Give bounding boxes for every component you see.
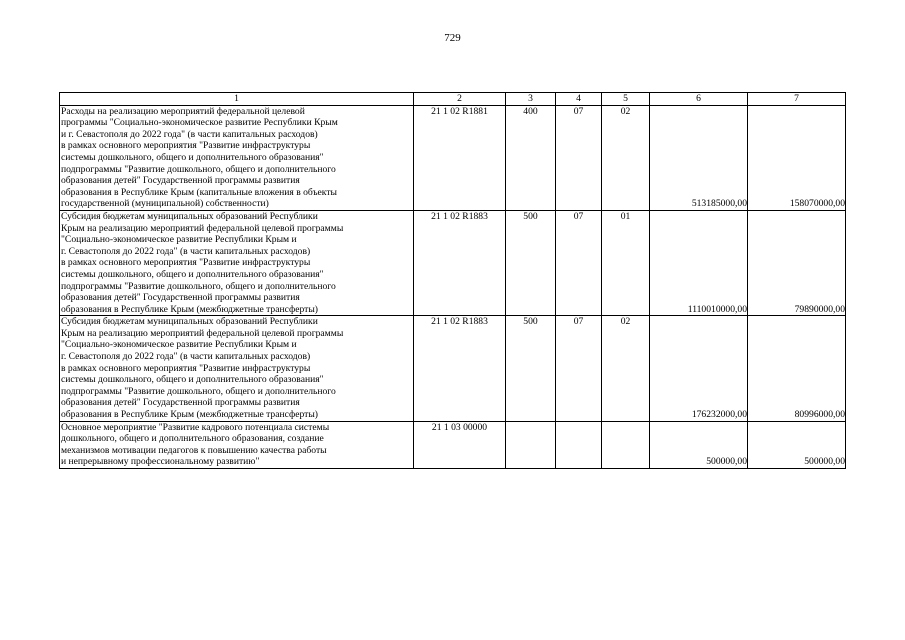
row-amount-1: 1110010000,00	[650, 210, 748, 315]
column-header: 7	[748, 93, 846, 106]
table-row	[60, 105, 846, 210]
row-section: 07	[556, 210, 602, 315]
row-section: 07	[556, 316, 602, 421]
row-description: Субсидия бюджетам муниципальных образований Республики Крым на реализацию мероприятий федеральной целевой программы "Социально-экономическое развитие Республики Крым и г. Севастополя до 2022 года" (в части капитальных расходов) в рамках основного мероприятия "Развитие инфраструктуры системы дошкольного, общего и дополнительного образования" подпрограммы "Развитие дошкольного, общего и дополнительного образования детей" Государственной программы развития образования в Республике Крым (межбюджетные трансферты)	[60, 316, 414, 421]
row-amount-1: 176232000,00	[650, 316, 748, 421]
table-header-row	[60, 93, 846, 106]
row-subsection: 02	[602, 316, 650, 421]
row-subsection: 01	[602, 210, 650, 315]
column-header: 5	[602, 93, 650, 106]
row-expense-type	[506, 421, 556, 468]
row-description: Субсидия бюджетам муниципальных образований Республики Крым на реализацию мероприятий федеральной целевой программы "Социально-экономическое развитие Республики Крым и г. Севастополя до 2022 года" (в части капитальных расходов) в рамках основного мероприятия "Развитие инфраструктуры системы дошкольного, общего и дополнительного образования" подпрограммы "Развитие дошкольного, общего и дополнительного образования детей" Государственной программы развития образования в Республике Крым (межбюджетные трансферты)	[60, 210, 414, 315]
row-code: 21 1 03 00000	[414, 421, 506, 468]
row-description: Основное мероприятие "Развитие кадрового потенциала системы дошкольного, общего и дополнительного образования, создание механизмов мотивации педагогов к повышению качества работы и непрерывному профессиональному развитию"	[60, 421, 414, 468]
row-amount-2: 80996000,00	[748, 316, 846, 421]
column-header: 2	[414, 93, 506, 106]
column-header: 6	[650, 93, 748, 106]
budget-table	[59, 92, 846, 469]
row-amount-1: 513185000,00	[650, 105, 748, 210]
row-amount-2: 158070000,00	[748, 105, 846, 210]
row-expense-type: 500	[506, 210, 556, 315]
row-expense-type: 400	[506, 105, 556, 210]
row-amount-1: 500000,00	[650, 421, 748, 468]
row-subsection	[602, 421, 650, 468]
column-header: 3	[506, 93, 556, 106]
row-section: 07	[556, 105, 602, 210]
page-number: 729	[444, 32, 461, 44]
table-row	[60, 421, 846, 468]
row-description: Расходы на реализацию мероприятий федеральной целевой программы "Социально-экономическое развитие Республики Крым и г. Севастополя до 2022 года" (в части капитальных расходов) в рамках основного мероприятия "Развитие инфраструктуры системы дошкольного, общего и дополнительного образования" подпрограммы "Развитие дошкольного, общего и дополнительного образования детей" Государственной программы развития образования в Республике Крым (капитальные вложения в объекты государственной (муниципальной) собственности)	[60, 105, 414, 210]
row-section	[556, 421, 602, 468]
row-code: 21 1 02 R1883	[414, 316, 506, 421]
row-expense-type: 500	[506, 316, 556, 421]
table-row	[60, 316, 846, 421]
column-header: 1	[60, 93, 414, 106]
row-code: 21 1 02 R1883	[414, 210, 506, 315]
row-subsection: 02	[602, 105, 650, 210]
column-header: 4	[556, 93, 602, 106]
row-code: 21 1 02 R1881	[414, 105, 506, 210]
row-amount-2: 500000,00	[748, 421, 846, 468]
table-row	[60, 210, 846, 315]
row-amount-2: 79890000,00	[748, 210, 846, 315]
